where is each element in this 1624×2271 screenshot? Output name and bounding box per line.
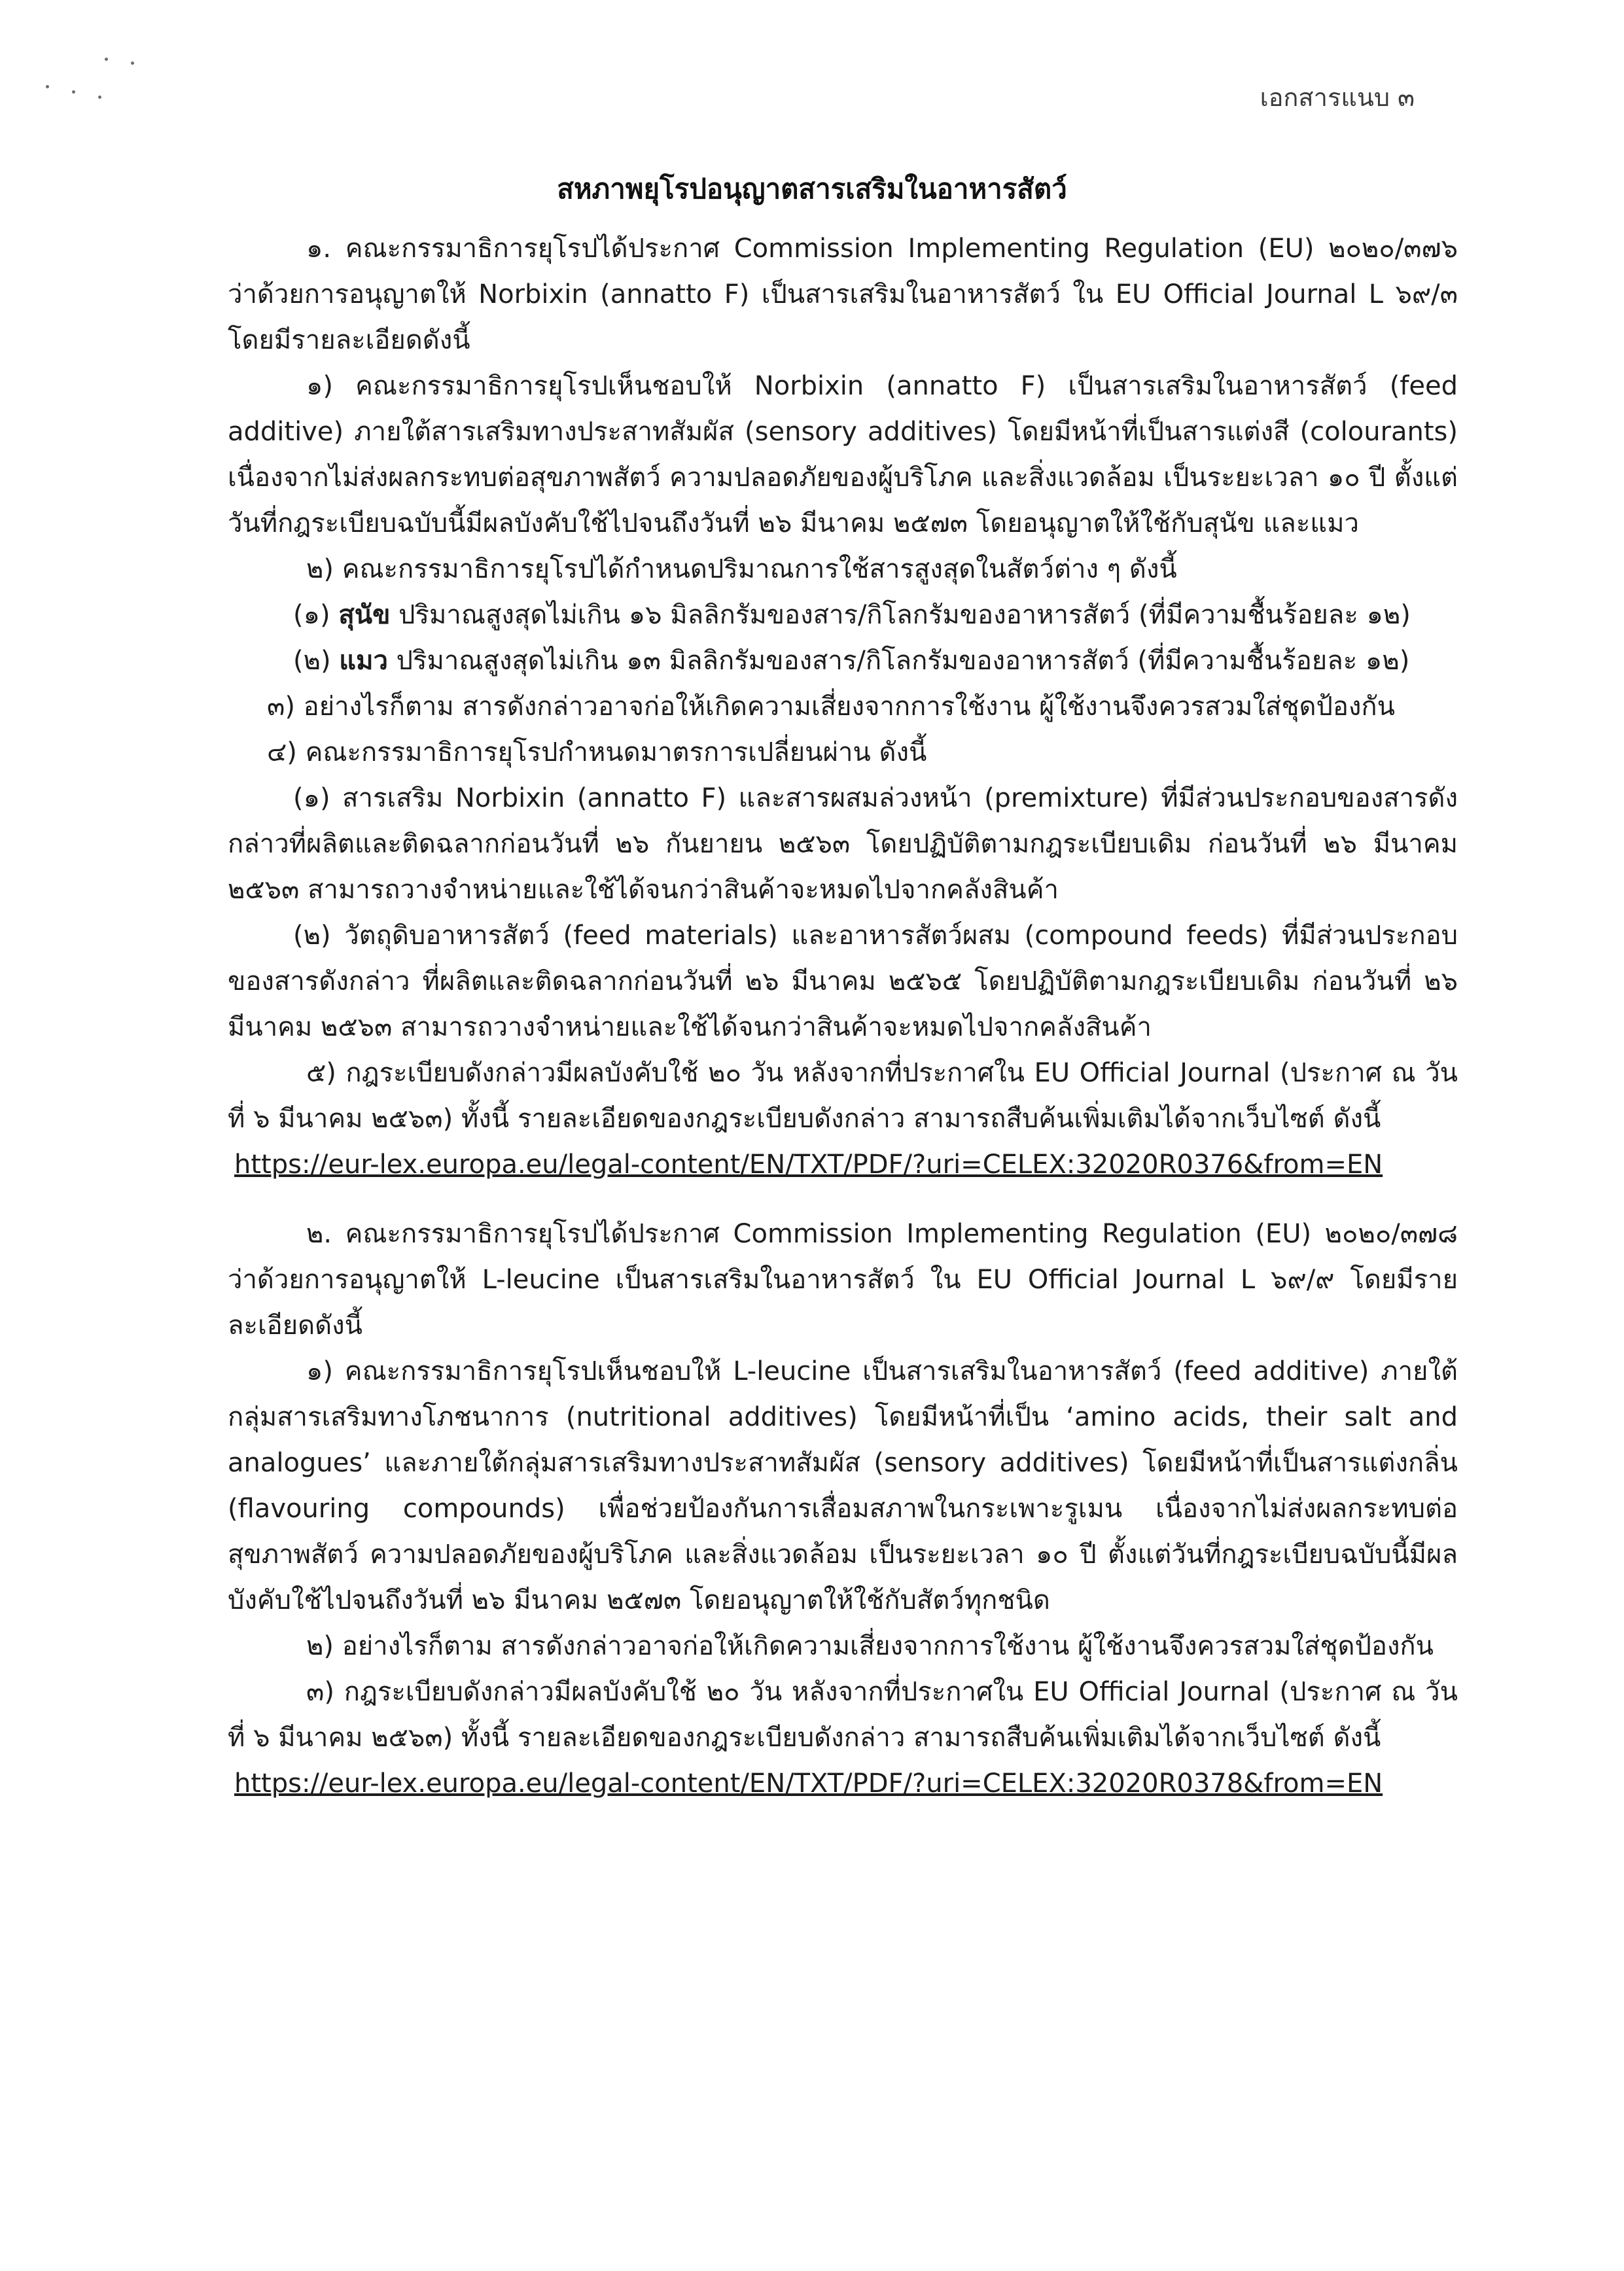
section1-item3: ๓) อย่างไรก็ตาม สารดังกล่าวอาจก่อให้เกิดความเสี่ยงจากการใช้งาน ผู้ใช้งานจึงควรสวมใส่ชุดป้องกัน bbox=[267, 692, 1395, 722]
section2-item1: ๑) คณะกรรมาธิการยุโรปเห็นชอบให้ L-leucine เป็นสารเสริมในอาหารสัตว์ (feed additive) ภายใต้กลุ่มสารเสริมทางโภชนาการ (nutritional additives) โดยมีหน้าที่เป็น ‘amino acids, their salt and analogues’ และภายใต้กลุ่มสารเสริมทางประสาทสัมผัส (sensory additives) โดยมีหน้าที่เป็นสารแต่งกลิ่น (flavouring compounds) เพื่อช่วยป้องกันการเสื่อมสภาพในกระเพาะรูเมน เนื่องจากไม่ส่งผลกระทบต่อสุขภาพสัตว์ ความปลอดภัยของผู้บริโภค และสิ่งแวดล้อม เป็นระยะเวลา ๑๐ ปี ตั้งแต่วันที่กฎระเบียบฉบับนี้มีผลบังคับใช้ไปจนถึงวันที่ ๒๖ มีนาคม ๒๕๗๓ โดยอนุญาตให้ใช้กับสัตว์ทุกชนิด bbox=[228, 1356, 1458, 1615]
section1-item4-a: (๑) สารเสริม Norbixin (annatto F) และสารผสมล่วงหน้า (premixture) ที่มีส่วนประกอบของสารดังกล่าวที่ผลิตและติดฉลากก่อนวันที่ ๒๖ กันยายน ๒๕๖๓ โดยปฏิบัติตามกฎระเบียบเดิม ก่อนวันที่ ๒๖ มีนาคม ๒๕๖๓ สามารถวางจำหน่ายและใช้ได้จนกว่าสินค้าจะหมดไปจากคลังสินค้า bbox=[228, 783, 1458, 905]
section1-item2-dog: (๑) สุนัข ปริมาณสูงสุดไม่เกิน ๑๖ มิลลิกรัมของสาร/กิโลกรัมของอาหารสัตว์ (ที่มีความชื้นร้อยละ ๑๒) bbox=[293, 600, 1411, 630]
section2-item3: ๓) กฎระเบียบดังกล่าวมีผลบังคับใช้ ๒๐ วัน หลังจากที่ประกาศใน EU Official Journal (ประกาศ ณ วันที่ ๖ มีนาคม ๒๕๖๓) ทั้งนี้ รายละเอียดของกฎระเบียบดังกล่าว สามารถสืบค้นเพิ่มเติมได้จากเว็บไซต์ ดังนี้ bbox=[228, 1677, 1458, 1753]
dog-label: สุนัข bbox=[338, 600, 391, 630]
section1-link-row bbox=[228, 1142, 1458, 1188]
section1-item5: ๕) กฎระเบียบดังกล่าวมีผลบังคับใช้ ๒๐ วัน หลังจากที่ประกาศใน EU Official Journal (ประกาศ ณ วันที่ ๖ มีนาคม ๒๕๖๓) ทั้งนี้ รายละเอียดของกฎระเบียบดังกล่าว สามารถสืบค้นเพิ่มเติมได้จากเว็บไซต์ ดังนี้ bbox=[228, 1058, 1458, 1134]
section1-item4: ๔) คณะกรรมาธิการยุโรปกำหนดมาตรการเปลี่ยนผ่าน ดังนี้ bbox=[267, 737, 927, 767]
section1-item2-cat: (๒) แมว ปริมาณสูงสุดไม่เกิน ๑๓ มิลลิกรัมของสาร/กิโลกรัมของอาหารสัตว์ (ที่มีความชื้นร้อยละ ๑๒) bbox=[293, 646, 1410, 676]
section2-item2: ๒) อย่างไรก็ตาม สารดังกล่าวอาจก่อให้เกิดความเสี่ยงจากการใช้งาน ผู้ใช้งานจึงควรสวมใส่ชุดป้องกัน bbox=[306, 1631, 1434, 1661]
document-title: สหภาพยุโรปอนุญาตสารเสริมในอาหารสัตว์ bbox=[557, 173, 1067, 205]
cat-label: แมว bbox=[339, 646, 388, 676]
document-body bbox=[228, 226, 1458, 1806]
section1-item4-b: (๒) วัตถุดิบอาหารสัตว์ (feed materials) และอาหารสัตว์ผสม (compound feeds) ที่มีส่วนประกอบของสารดังกล่าว ที่ผลิตและติดฉลากก่อนวันที่ ๒๖ มีนาคม ๒๕๖๕ โดยปฏิบัติตามกฎระเบียบเดิม ก่อนวันที่ ๒๖ มีนาคม ๒๕๖๓ สามารถวางจำหน่ายและใช้ได้จนกว่าสินค้าจะหมดไปจากคลังสินค้า bbox=[228, 921, 1458, 1042]
section2-link-row bbox=[228, 1761, 1458, 1806]
section1-link[interactable]: https://eur-lex.europa.eu/legal-content/EN/TXT/PDF/?uri=CELEX:32020R0376&from=EN bbox=[234, 1150, 1383, 1180]
attachment-label: เอกสารแนบ ๓ bbox=[1260, 83, 1415, 112]
section2-intro: ๒. คณะกรรมาธิการยุโรปได้ประกาศ Commission Implementing Regulation (EU) ๒๐๒๐/๓๗๘ ว่าด้วยการอนุญาตให้ L-leucine เป็นสารเสริมในอาหารสัตว์ ใน EU Official Journal L ๖๙/๙ โดยมีรายละเอียดดังนี้ bbox=[228, 1219, 1458, 1341]
section2-link[interactable]: https://eur-lex.europa.eu/legal-content/EN/TXT/PDF/?uri=CELEX:32020R0378&from=EN bbox=[234, 1769, 1383, 1799]
section1-item1: ๑) คณะกรรมาธิการยุโรปเห็นชอบให้ Norbixin (annatto F) เป็นสารเสริมในอาหารสัตว์ (feed additive) ภายใต้สารเสริมทางประสาทสัมผัส (sensory additives) โดยมีหน้าที่เป็นสารแต่งสี (colourants) เนื่องจากไม่ส่งผลกระทบต่อสุขภาพสัตว์ ความปลอดภัยของผู้บริโภค และสิ่งแวดล้อม เป็นระยะเวลา ๑๐ ปี ตั้งแต่วันที่กฎระเบียบฉบับนี้มีผลบังคับใช้ไปจนถึงวันที่ ๒๖ มีนาคม ๒๕๗๓ โดยอนุญาตให้ใช้กับสุนัข และแมว bbox=[228, 371, 1458, 538]
section1-intro: ๑. คณะกรรมาธิการยุโรปได้ประกาศ Commission Implementing Regulation (EU) ๒๐๒๐/๓๗๖ ว่าด้วยการอนุญาตให้ Norbixin (annatto F) เป็นสารเสริมในอาหารสัตว์ ใน EU Official Journal L ๖๙/๓ โดยมีรายละเอียดดังนี้ bbox=[228, 234, 1458, 355]
scan-specks bbox=[26, 52, 170, 111]
section1-item2: ๒) คณะกรรมาธิการยุโรปได้กำหนดปริมาณการใช้สารสูงสุดในสัตว์ต่าง ๆ ดังนี้ bbox=[306, 554, 1177, 584]
